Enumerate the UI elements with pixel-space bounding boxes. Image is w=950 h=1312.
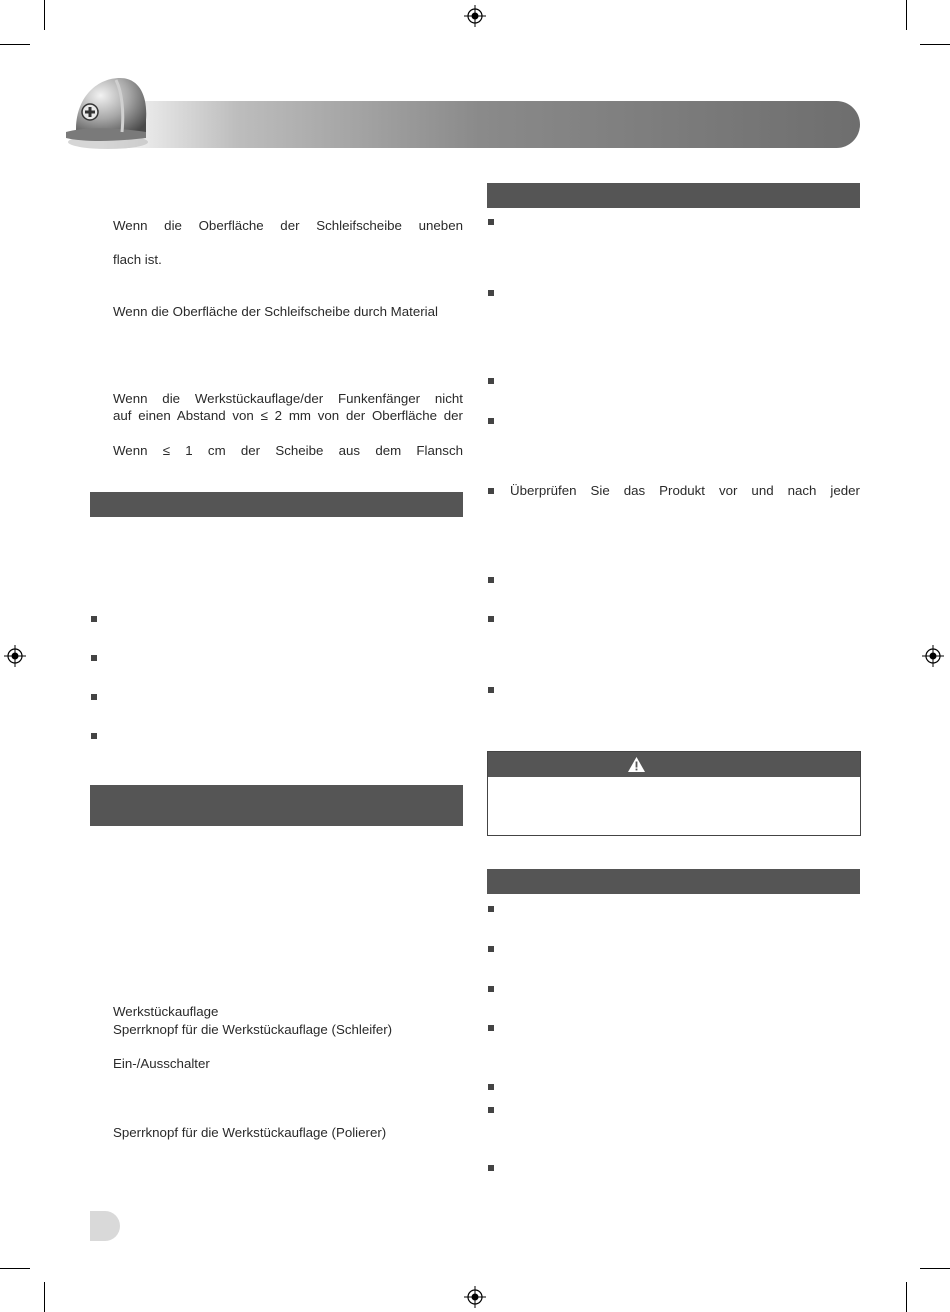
parts-list-item: Ein-/Ausschalter <box>113 1056 210 1071</box>
crop-mark <box>920 44 950 45</box>
paragraph-line: flach ist. <box>113 252 162 267</box>
parts-list-item: Sperrknopf für die Werkstückauflage (Polierer) <box>113 1125 387 1140</box>
bullet <box>91 733 97 739</box>
section-heading-bar <box>90 492 463 517</box>
crop-mark <box>0 1268 30 1269</box>
bullet <box>488 219 494 225</box>
bullet <box>488 906 494 912</box>
bullet <box>488 577 494 583</box>
bullet <box>488 418 494 424</box>
bullet <box>488 1025 494 1031</box>
registration-mark-icon <box>464 1286 486 1308</box>
registration-mark-icon <box>464 5 486 27</box>
page-number-tab <box>90 1211 120 1241</box>
paragraph-line: Wenn ≤ 1 cm der Scheibe aus dem Flansch <box>113 443 463 458</box>
bullet <box>488 378 494 384</box>
bullet <box>488 986 494 992</box>
registration-mark-icon <box>922 645 944 667</box>
crop-mark <box>920 1268 950 1269</box>
parts-list-item: Werkstückauflage <box>113 1004 219 1019</box>
crop-mark <box>44 0 45 30</box>
warning-header-bar <box>488 752 860 777</box>
warning-box <box>487 751 861 836</box>
crop-mark <box>906 0 907 30</box>
bullet <box>488 1107 494 1113</box>
bullet <box>488 488 494 494</box>
bullet <box>91 694 97 700</box>
parts-list-item: Sperrknopf für die Werkstückauflage (Schleifer) <box>113 1022 393 1037</box>
crop-mark <box>0 44 30 45</box>
helmet-icon <box>62 72 154 152</box>
paragraph-line: auf einen Abstand von ≤ 2 mm von der Oberfläche der <box>113 408 463 423</box>
bullet <box>91 655 97 661</box>
paragraph-line: Überprüfen Sie das Produkt vor und nach jeder <box>510 483 860 498</box>
section-heading-bar <box>487 183 860 208</box>
section-heading-bar <box>90 785 463 826</box>
bullet <box>488 290 494 296</box>
bullet <box>91 616 97 622</box>
paragraph-line: Wenn die Oberfläche der Schleifscheibe durch Material <box>113 304 438 319</box>
section-heading-bar <box>487 869 860 894</box>
bullet <box>488 1165 494 1171</box>
bullet <box>488 687 494 693</box>
crop-mark <box>44 1282 45 1312</box>
paragraph-line: Wenn die Werkstückauflage/der Funkenfänger nicht <box>113 391 463 406</box>
warning-triangle-icon <box>627 756 646 773</box>
crop-mark <box>906 1282 907 1312</box>
bullet <box>488 946 494 952</box>
paragraph-line: Wenn die Oberfläche der Schleifscheibe uneben <box>113 218 463 233</box>
registration-mark-icon <box>4 645 26 667</box>
header-bar <box>100 101 860 148</box>
bullet <box>488 1084 494 1090</box>
bullet <box>488 616 494 622</box>
